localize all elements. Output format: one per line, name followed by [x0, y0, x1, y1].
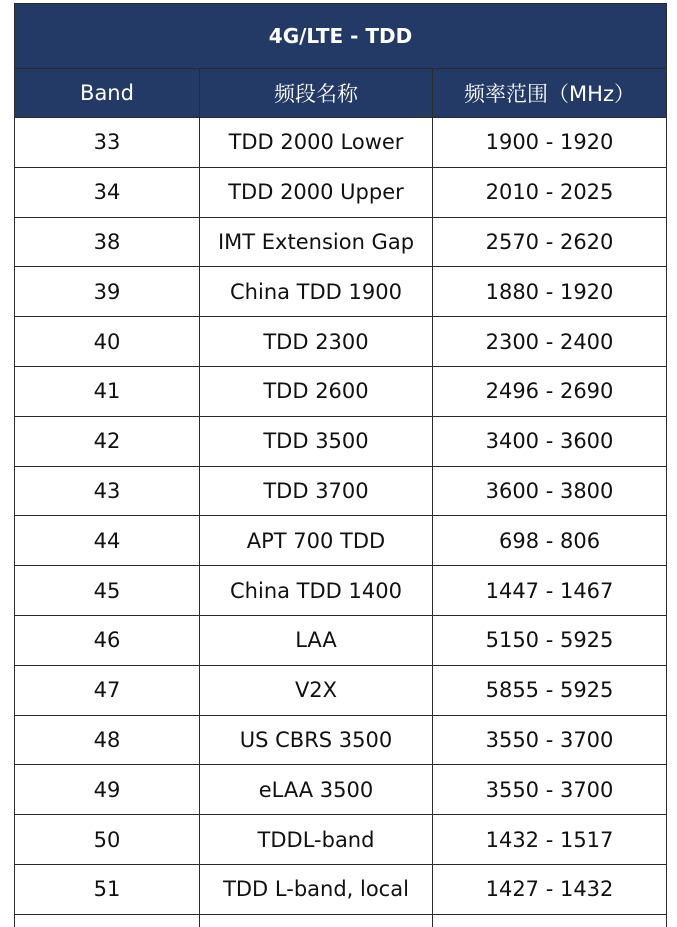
table-row	[15, 366, 667, 416]
band-number: 42	[15, 416, 200, 466]
frequency-range: 2496 - 2690	[433, 366, 667, 416]
band-name: China TDD 1900	[200, 267, 433, 317]
band-number: 44	[15, 516, 200, 566]
table-title-row	[15, 4, 667, 69]
frequency-range: 2570 - 2620	[433, 217, 667, 267]
band-number: 48	[15, 715, 200, 765]
table-row	[15, 267, 667, 317]
table-row	[15, 516, 667, 566]
table-title: 4G/LTE - TDD	[15, 4, 667, 69]
header-band-name: 频段名称	[200, 69, 433, 118]
band-name: TDD L-band, local	[200, 864, 433, 914]
band-name: TDD 2300	[200, 317, 433, 367]
band-number: 33	[15, 118, 200, 168]
lte-tdd-band-table	[14, 3, 667, 927]
frequency-range: 3600 - 3800	[433, 466, 667, 516]
frequency-range: 3400 - 3600	[433, 416, 667, 466]
frequency-range: 1447 - 1467	[433, 566, 667, 616]
table-row	[15, 217, 667, 267]
band-name: TDD 3700	[200, 466, 433, 516]
table-row	[15, 317, 667, 367]
frequency-range: 1880 - 1920	[433, 267, 667, 317]
frequency-range: 1427 - 1432	[433, 864, 667, 914]
band-number: 51	[15, 864, 200, 914]
table-row	[15, 167, 667, 217]
table-row	[15, 466, 667, 516]
table-row	[15, 715, 667, 765]
band-name: APT 700 TDD	[200, 516, 433, 566]
band-name: TDDL-band	[200, 815, 433, 865]
frequency-range: 2300 - 2400	[433, 317, 667, 367]
table-row	[15, 416, 667, 466]
frequency-range: 698 - 806	[433, 516, 667, 566]
band-number: 39	[15, 267, 200, 317]
table-row	[15, 815, 667, 865]
table-row	[15, 615, 667, 665]
band-name: TDD 2600	[200, 366, 433, 416]
table-row	[15, 566, 667, 616]
table-row	[15, 665, 667, 715]
band-number: 46	[15, 615, 200, 665]
frequency-range: 3550 - 3700	[433, 715, 667, 765]
band-name: LAA	[200, 615, 433, 665]
band-number: 47	[15, 665, 200, 715]
table-row	[15, 864, 667, 914]
frequency-range: 2010 - 2025	[433, 167, 667, 217]
frequency-range: 5150 - 5925	[433, 615, 667, 665]
table-row	[15, 765, 667, 815]
frequency-range: 3550 - 3700	[433, 765, 667, 815]
band-number: 49	[15, 765, 200, 815]
band-number: 50	[15, 815, 200, 865]
lte-tdd-table-container	[14, 3, 666, 927]
header-frequency-range: 频率范围（MHz）	[433, 69, 667, 118]
band-name: eLAA 3500	[200, 765, 433, 815]
band-name: TDD 2000 Upper	[200, 167, 433, 217]
frequency-range: 1900 - 1920	[433, 118, 667, 168]
band-number: 34	[15, 167, 200, 217]
band-number: 43	[15, 466, 200, 516]
band-number: 38	[15, 217, 200, 267]
band-name: IMT Extension Gap	[200, 217, 433, 267]
band-number: 45	[15, 566, 200, 616]
header-band: Band	[15, 69, 200, 118]
band-number: 41	[15, 366, 200, 416]
band-name: China TDD 1400	[200, 566, 433, 616]
band-name: TDD 2000 Lower	[200, 118, 433, 168]
band-name: TDD 3500	[200, 416, 433, 466]
frequency-range: 1432 - 1517	[433, 815, 667, 865]
table-row	[15, 118, 667, 168]
band-name: US CBRS 3500	[200, 715, 433, 765]
frequency-range: 5855 - 5925	[433, 665, 667, 715]
band-number: 40	[15, 317, 200, 367]
band-name: V2X	[200, 665, 433, 715]
table-header-row	[15, 69, 667, 118]
